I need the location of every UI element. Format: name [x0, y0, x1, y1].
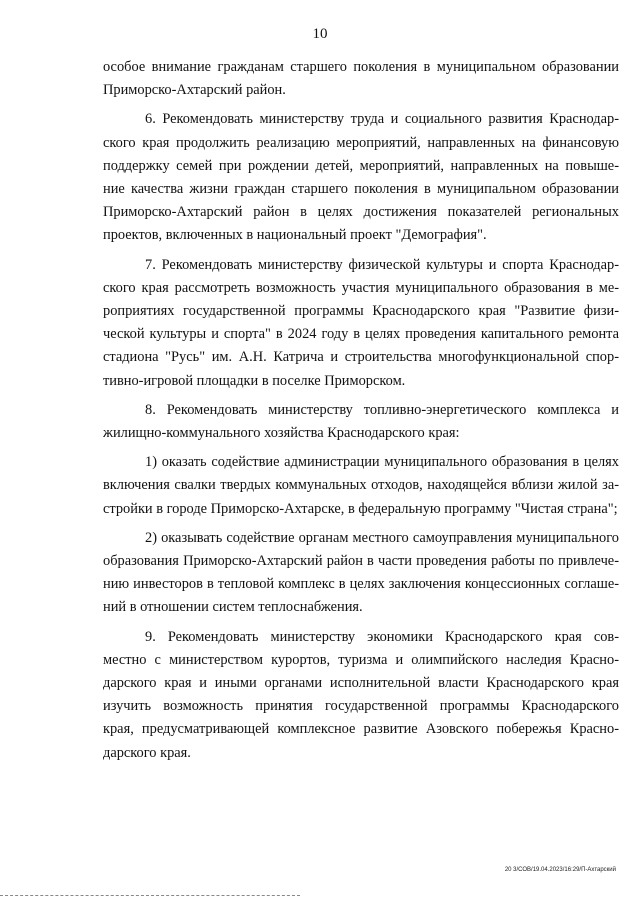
text-line: поддержку семей при рождении детей, мероприятий, направленных на повыше- — [103, 157, 619, 174]
document-body — [103, 56, 619, 771]
text-line: ского края рассмотреть возможность участия муниципального образования в ме- — [103, 279, 619, 296]
scan-edge-dashed-line — [0, 895, 300, 896]
text-line: ние качества жизни граждан старшего поколения в муниципальном образовании — [103, 181, 619, 198]
paragraph — [103, 451, 619, 521]
text-line: стадиона "Русь" им. А.Н. Катрича и строительства многофункциональной спор- — [103, 349, 619, 366]
text-line: 9. Рекомендовать министерству экономики Краснодарского края сов- — [145, 628, 619, 645]
text-line: 2) оказывать содействие органам местного самоуправления муниципального — [145, 529, 619, 546]
page-number: 10 — [312, 26, 328, 42]
text-line: Приморско-Ахтарский район в целях достижения показателей региональных — [103, 204, 619, 221]
text-line: 6. Рекомендовать министерству труда и социального развития Краснодар- — [145, 111, 619, 128]
paragraph — [103, 527, 619, 620]
text-line: дарского края и иными органами исполнительной власти Краснодарского края — [103, 675, 619, 692]
text-line: особое внимание гражданам старшего поколения в муниципальном образовании — [103, 59, 619, 75]
paragraph — [103, 56, 619, 102]
paragraph — [103, 254, 619, 393]
text-line: роприятиях государственной программы Краснодарского края "Развитие физи- — [103, 303, 619, 320]
text-line: Приморско-Ахтарский район. — [103, 82, 286, 99]
text-line: тивно-игровой площадки в поселке Приморском. — [103, 372, 406, 389]
text-line: проектов, включенных в национальный проект "Демография". — [103, 227, 487, 244]
text-line: включения свалки твердых коммунальных отходов, находящейся вблизи жилой за- — [103, 477, 619, 494]
text-line: ского края продолжить реализацию мероприятий, направленных на финансовую — [103, 134, 619, 151]
text-line: нию инвесторов в тепловой комплекс в целях заключения концессионных соглаше- — [103, 576, 619, 593]
text-line: стройки в городе Приморско-Ахтарске, в федеральную программу "Чистая страна"; — [103, 500, 618, 517]
text-line: края, предусматривающей комплексное развитие Азовского побережья Красно- — [103, 721, 619, 738]
text-line: 1) оказать содействие администрации муниципального образования в целях — [145, 454, 619, 471]
paragraph — [103, 108, 619, 247]
paragraph — [103, 399, 619, 445]
text-line: дарского края. — [103, 744, 191, 761]
text-line: ческой культуры и спорта" в 2024 году в целях проведения капитального ремонта — [103, 326, 619, 343]
text-line: образования Приморско-Ахтарский район в части проведения работы по привлече- — [103, 553, 619, 570]
document-footer-code: 20 3/СОВ/19.04.2023/16:29/П-Ахтарский — [504, 867, 616, 873]
text-line: 7. Рекомендовать министерству физической культуры и спорта Краснодар- — [145, 256, 619, 273]
text-line: местно с министерством курортов, туризма и олимпийского наследия Красно- — [103, 651, 619, 668]
text-line: жилищно-коммунального хозяйства Краснодарского края: — [103, 425, 460, 442]
text-line: 8. Рекомендовать министерству топливно-энергетического комплекса и — [145, 401, 619, 418]
text-line: ний в отношении систем теплоснабжения. — [103, 599, 363, 616]
paragraph — [103, 626, 619, 765]
text-line: изучить возможность принятия государственной программы Краснодарского — [103, 698, 619, 715]
